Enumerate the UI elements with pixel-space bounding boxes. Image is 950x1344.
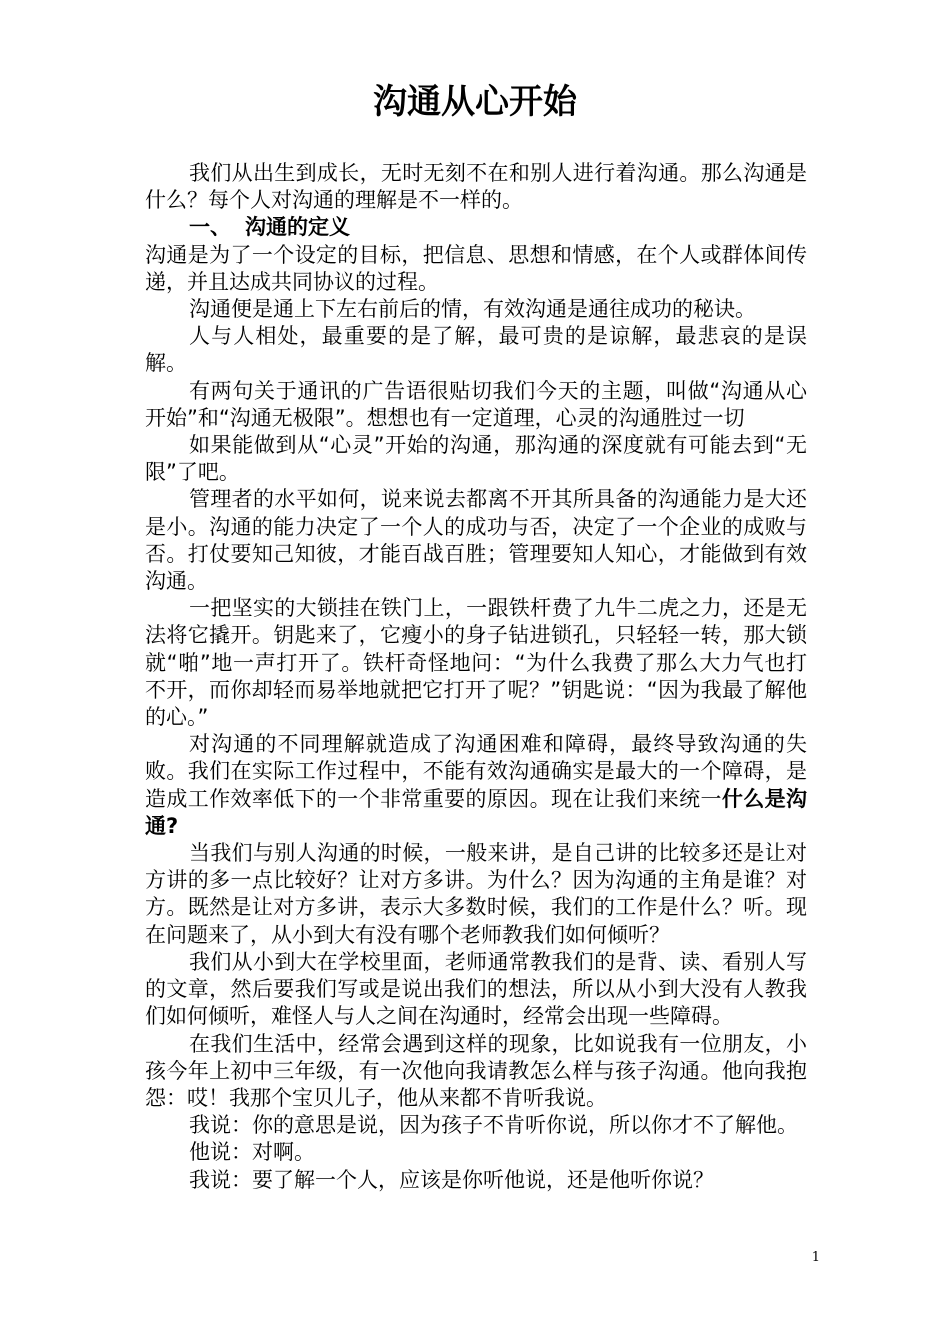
paragraph: 人与人相处，最重要的是了解，最可贵的是谅解，最悲哀的是误解。 bbox=[145, 324, 807, 376]
paragraph: 沟通便是通上下左右前后的情，有效沟通是通往成功的秘诀。 bbox=[189, 297, 756, 322]
paragraph-text: 对沟通的不同理解就造成了沟通困难和障碍，最终导致沟通的失败。我们在实际工作过程中，不能有效沟通确实是最大的一个障碍，是造成工作效率低下的一个非常重要的原因。现在让我们来统一 bbox=[145, 732, 807, 811]
bold-phrase: 什么是沟通? bbox=[145, 786, 808, 838]
document-title: 沟通从心开始 bbox=[373, 82, 577, 122]
dialogue-line: 我说：你的意思是说，因为孩子不肯听你说，所以你才不了解他。 bbox=[189, 1113, 798, 1138]
paragraph: 有两句关于通讯的广告语很贴切我们今天的主题，叫做“沟通从心开始”和“沟通无极限”。想想也有一定道理，心灵的沟通胜过一切 bbox=[145, 378, 807, 430]
page-number: 1 bbox=[811, 1250, 820, 1265]
paragraph: 如果能做到从“心灵”开始的沟通，那沟通的深度就有可能去到“无限”了吧。 bbox=[145, 433, 807, 485]
paragraph: 我们从小到大在学校里面，老师通常教我们的是背、读、看别人写的文章，然后要我们写或是说出我们的想法，所以从小到大没有人教我们如何倾听，难怪人与人之间在沟通时，经常会出现一些障碍。 bbox=[145, 949, 807, 1029]
paragraph bbox=[145, 731, 807, 840]
dialogue-line: 他说：对啊。 bbox=[189, 1140, 315, 1165]
paragraph: 管理者的水平如何，说来说去都离不开其所具备的沟通能力是大还是小。沟通的能力决定了一个人的成功与否，决定了一个企业的成败与否。打仗要知己知彼，才能百战百胜；管理要知人知心，才能做到有效沟通。 bbox=[145, 487, 807, 594]
paragraph: 当我们与别人沟通的时候，一般来讲，是自己讲的比较多还是让对方讲的多一点比较好？让对方多讲。为什么？因为沟通的主角是谁？对方。既然是让对方多讲，表示大多数时候，我们的工作是什么？听。现在问题来了，从小到大有没有哪个老师教我们如何倾听？ bbox=[145, 841, 807, 947]
section-heading bbox=[145, 214, 807, 241]
intro-paragraph: 我们从出生到成长，无时无刻不在和别人进行着沟通。那么沟通是什么？每个人对沟通的理解是不一样的。 bbox=[145, 161, 807, 213]
section-number: 一、 bbox=[189, 215, 231, 240]
document-body bbox=[145, 160, 807, 1194]
paragraph: 一把坚实的大锁挂在铁门上，一跟铁杆费了九牛二虎之力，还是无法将它撬开。钥匙来了，它瘦小的身子钻进锁孔，只轻轻一转，那大锁就“啪”地一声打开了。铁杆奇怪地问：“为什么我费了那么大力气也打不开，而你却轻而易举地就把它打开了呢？”钥匙说：“因为我最了解他的心。” bbox=[145, 596, 807, 730]
paragraph: 在我们生活中，经常会遇到这样的现象，比如说我有一位朋友，小孩今年上初中三年级，有一次他向我请教怎么样与孩子沟通。他向我抱怨：哎！我那个宝贝儿子，他从来都不肯听我说。 bbox=[145, 1031, 807, 1110]
definition-paragraph: 沟通是为了一个设定的目标，把信息、思想和情感，在个人或群体间传递，并且达成共同协议的过程。 bbox=[145, 242, 807, 294]
dialogue-line: 我说：要了解一个人，应该是你听他说，还是他听你说？ bbox=[189, 1167, 714, 1192]
section-heading-text: 沟通的定义 bbox=[245, 215, 350, 240]
